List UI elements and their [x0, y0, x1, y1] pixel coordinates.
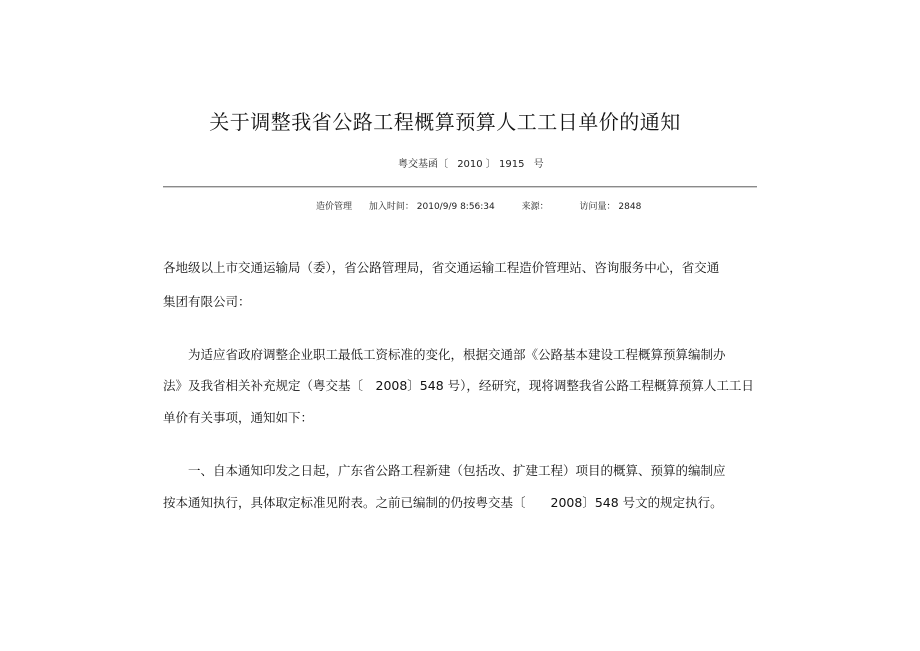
paragraph-line: 单价有关事项，通知如下： — [163, 410, 314, 425]
addressee-line: 各地级以上市交通运输局（委），省公路管理局，省交通运输工程造价管理站、咨询服务中心，省交通 — [163, 260, 720, 275]
doc-number-prefix: 粤交基函〔 — [398, 159, 448, 170]
document-meta — [316, 199, 641, 212]
meta-visits-label: 访问量： — [579, 202, 616, 212]
paragraph-line: 按本通知执行，具体取定标准见附表。之前已编制的仍按粤交基〔 2008〕548 号文的规定执行。 — [163, 495, 723, 510]
paragraph-line: 法》及我省相关补充规定（粤交基〔 2008〕548 号），经研究，现将调整我省公路工程概算预算人工工日 — [163, 378, 754, 393]
header-divider — [163, 186, 757, 188]
meta-source-label: 来源： — [521, 202, 549, 212]
document-title: 关于调整我省公路工程概算预算人工工日单价的通知 — [209, 110, 681, 134]
doc-number-close: 〕 — [485, 159, 496, 170]
meta-added-value: 2010/9/9 8:56:34 — [416, 202, 495, 212]
paragraph-line: 一、自本通知印发之日起，广东省公路工程新建（包括改、扩建工程）项目的概算、预算的编制应 — [188, 463, 726, 478]
doc-number-year: 2010 — [457, 159, 483, 170]
addressee-line: 集团有限公司： — [163, 294, 251, 309]
doc-number-suffix: 号 — [533, 159, 544, 170]
meta-category: 造价管理 — [316, 202, 353, 212]
doc-number-value: 1915 — [499, 159, 525, 170]
paragraph-line: 为适应省政府调整企业职工最低工资标准的变化，根据交通部《公路基本建设工程概算预算编制办 — [188, 347, 726, 362]
meta-added-label: 加入时间： — [368, 202, 414, 212]
document-number — [398, 155, 544, 170]
meta-visits-value: 2848 — [618, 202, 642, 212]
